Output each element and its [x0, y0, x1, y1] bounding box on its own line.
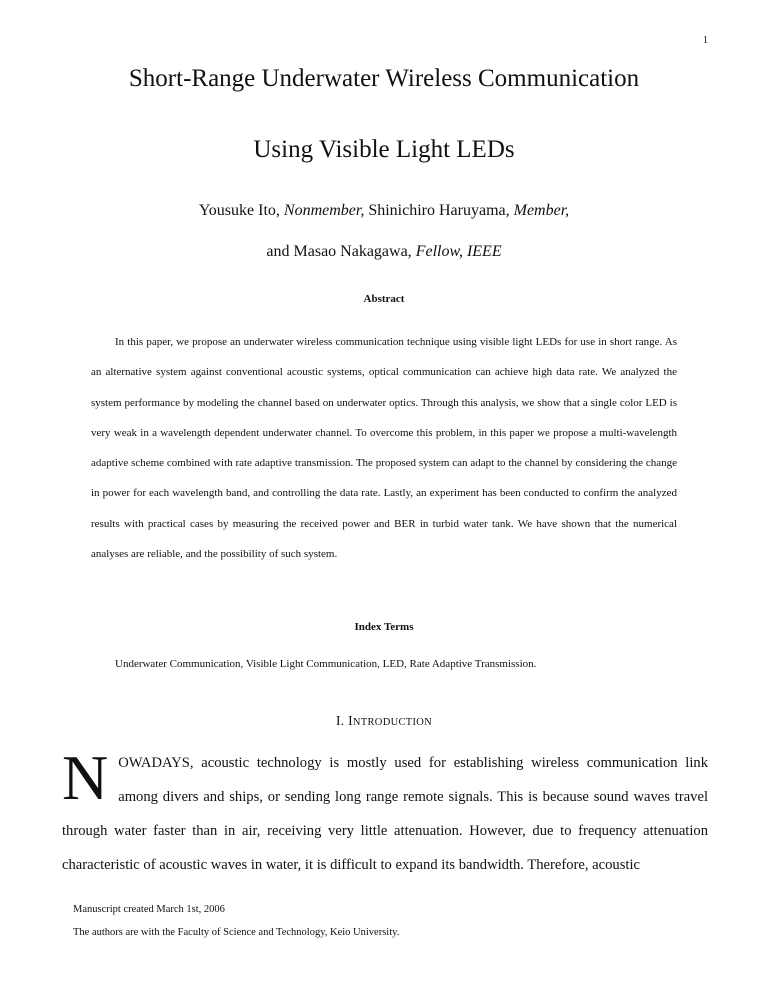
author-2-membership: Member,	[513, 202, 570, 219]
author-line-1	[0, 202, 768, 220]
index-terms-heading: Index Terms	[354, 621, 414, 633]
author-3-membership: Fellow, IEEE	[415, 243, 502, 260]
abstract-paragraph: In this paper, we propose an underwater wireless communication technique using visible light LEDs for use in short range. As an alternative system against conventional acoustic systems, optical communication can achieve high data rate. We analyzed the system performance by modeling the channel based on underwater optics. Through this analysis, we show that a single color LED is very weak in a wavelength dependent underwater channel. To overcome this problem, in this paper we propose a multi-wavelength adaptive scheme combined with rate adaptive transmission. The proposed system can adapt to the channel by considering the change in power for each wavelength band, and controlling the data rate. Lastly, an experiment has been conducted to confirm the analyzed results with practical cases by measuring the received power and BER in turbid water tank. We have shown that the numerical analyses are reliable, and the possibility of such system.	[91, 336, 677, 561]
introduction-body	[62, 742, 708, 882]
section-number: I.	[335, 713, 345, 728]
author-line-2	[0, 243, 768, 261]
drop-cap: N	[62, 742, 109, 813]
abstract-heading: Abstract	[363, 293, 405, 305]
introduction-paragraph	[62, 742, 708, 882]
section-title-initial: I	[348, 713, 353, 728]
author-1-name: Yousuke Ito,	[198, 202, 280, 219]
footnote-manuscript-date: Manuscript created March 1st, 2006	[73, 904, 225, 915]
abstract-body	[91, 327, 677, 569]
index-terms-body: Underwater Communication, Visible Light Communication, LED, Rate Adaptive Transmission.	[115, 658, 537, 670]
footnote-affiliation: The authors are with the Faculty of Science and Technology, Keio University.	[73, 927, 400, 938]
page-number: 1	[703, 35, 708, 46]
paper-title-line-1: Short-Range Underwater Wireless Communication	[128, 65, 640, 92]
introduction-text: OWADAYS, acoustic technology is mostly used for establishing wireless communication link among divers and ships, or sending long range remote signals. This is because sound waves travel through water faster than in air, receiving very little attenuation. However, due to frequency attenuation characteristic of acoustic waves in water, it is difficult to expand its bandwidth. Therefore, acoustic	[62, 755, 708, 873]
author-3-name: and Masao Nakagawa,	[266, 243, 412, 260]
section-title-rest: NTRODUCTION	[352, 717, 433, 728]
paper-title-line-2: Using Visible Light LEDs	[253, 136, 515, 163]
author-1-membership: Nonmember,	[283, 202, 365, 219]
section-heading-introduction	[0, 713, 768, 729]
author-2-name: Shinichiro Haruyama,	[368, 202, 510, 219]
